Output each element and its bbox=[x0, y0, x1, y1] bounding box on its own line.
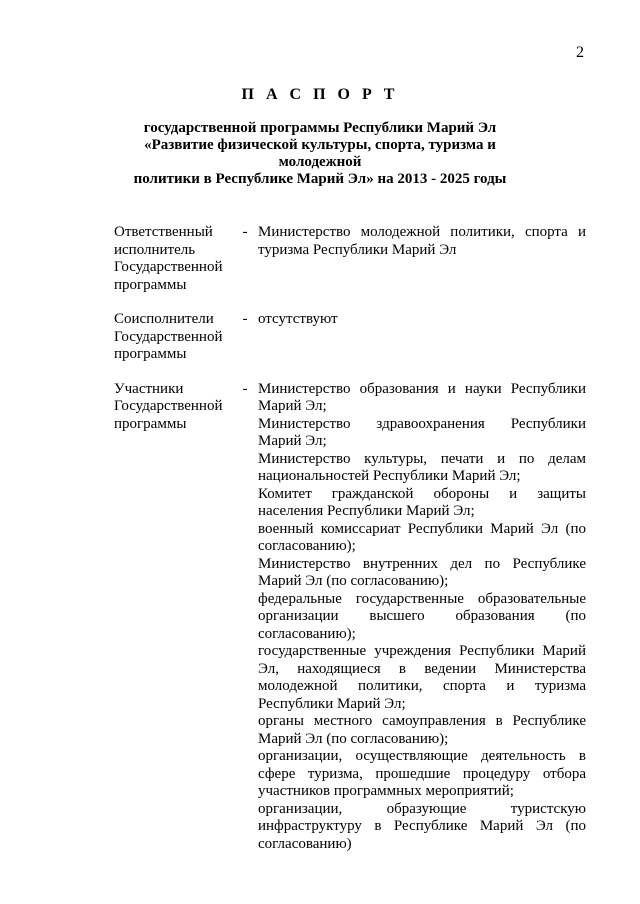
row-label-line: Государственной bbox=[114, 398, 223, 414]
row-label-line: программы bbox=[114, 346, 187, 362]
value-paragraph: Комитет гражданской обороны и защиты населения Республики Марий Эл; bbox=[258, 485, 586, 519]
row-label-line: Соисполнители bbox=[114, 311, 214, 327]
passport-row-coexecutors bbox=[114, 311, 586, 364]
value-paragraph: Министерство здравоохранения Республики Марий Эл; bbox=[258, 415, 586, 449]
passport-table bbox=[114, 224, 586, 853]
row-value bbox=[258, 224, 586, 294]
row-label bbox=[114, 381, 232, 854]
row-label bbox=[114, 311, 232, 364]
value-paragraph: военный комиссариат Республики Марий Эл (по согласованию); bbox=[258, 520, 586, 554]
row-dash: - bbox=[242, 224, 248, 240]
row-value bbox=[258, 381, 586, 854]
row-label-line: программы bbox=[114, 276, 187, 293]
value-paragraph: органы местного самоуправления в Республике Марий Эл (по согласованию); bbox=[258, 713, 586, 747]
row-label-line: Государственной bbox=[114, 328, 223, 345]
value-paragraph: организации, осуществляющие деятельность в сфере туризма, прошедшие процедуру отбора участников программных мероприятий; bbox=[258, 748, 586, 799]
passport-row-responsible bbox=[114, 224, 586, 294]
row-label bbox=[114, 224, 232, 294]
value-paragraph: Министерство образования и науки Республики Марий Эл; bbox=[258, 380, 586, 414]
value-paragraph: Министерство внутренних дел по Республике Марий Эл (по согласованию); bbox=[258, 555, 586, 589]
row-label-line: исполнитель bbox=[114, 241, 196, 258]
passport-row-participants bbox=[114, 381, 586, 854]
value-paragraph: организации, образующие туристскую инфраструктуру в Республике Марий Эл (по согласованию) bbox=[258, 800, 586, 852]
subtitle-line: государственной программы Республики Марий Эл bbox=[143, 120, 497, 136]
row-label-line: Государственной bbox=[114, 259, 223, 275]
subtitle-line: политики в Республике Марий Эл» на 2013 - 2025 годы bbox=[133, 171, 507, 187]
value-paragraph: федеральные государственные образовательные организации высшего образования (по согласованию); bbox=[258, 590, 586, 642]
value-paragraph: Министерство молодежной политики, спорта и туризма Республики Марий Эл bbox=[258, 224, 586, 258]
row-label-line: программы bbox=[114, 415, 187, 432]
row-dash: - bbox=[242, 311, 248, 327]
page-number: 2 bbox=[576, 44, 584, 61]
value-paragraph: Министерство культуры, печати и по делам национальностей Республики Марий Эл; bbox=[258, 450, 586, 484]
row-dash: - bbox=[242, 380, 248, 397]
subtitle-line: «Развитие физической культуры, спорта, туризма и молодежной bbox=[144, 137, 496, 170]
value-paragraph: отсутствуют bbox=[258, 311, 338, 327]
row-label-line: Ответственный bbox=[114, 224, 213, 240]
row-label-line: Участники bbox=[114, 380, 184, 397]
document-title: П А С П О Р Т bbox=[241, 86, 399, 103]
value-paragraph: государственные учреждения Республики Марий Эл, находящиеся в ведении Министерства молодежной политики, спорта и туризма Республики Марий Эл; bbox=[258, 643, 586, 712]
row-value bbox=[258, 311, 586, 364]
document-subtitle bbox=[110, 120, 530, 188]
